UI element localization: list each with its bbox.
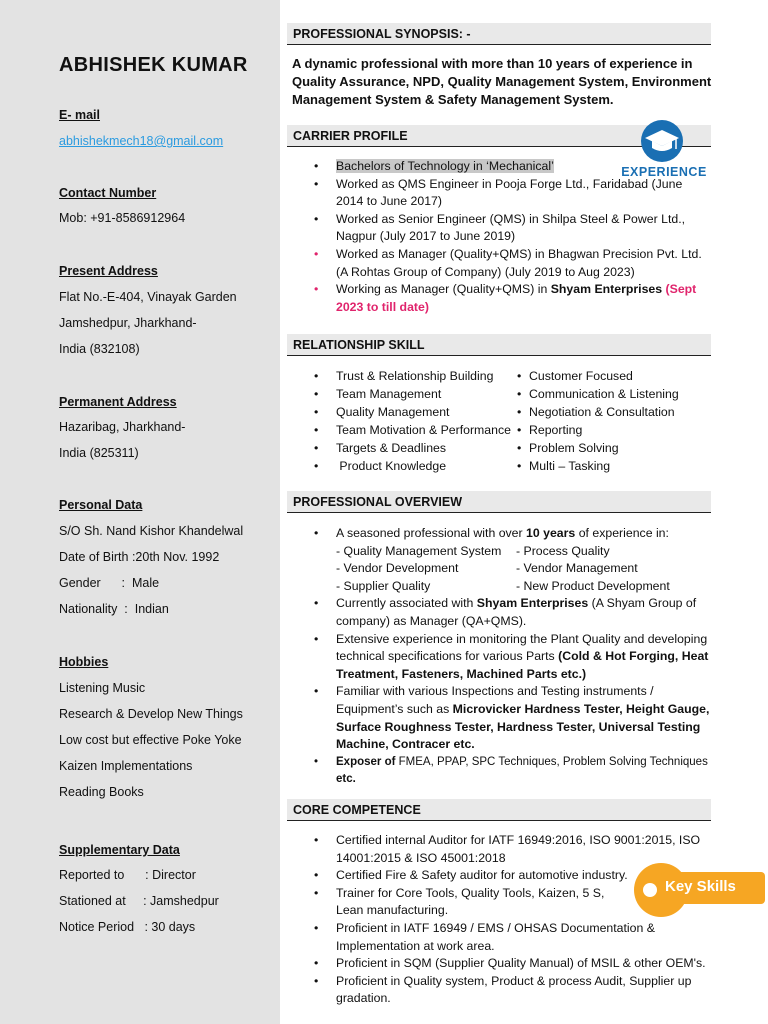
list-item [314, 683, 710, 753]
list-item [314, 525, 710, 595]
contact-heading: Contact Number [59, 186, 157, 200]
email-block [59, 128, 223, 154]
overview-bold: Shyam Enterprises [476, 596, 589, 611]
personal-data-heading: Personal Data [59, 498, 143, 512]
overview-text: of experience in: [575, 526, 669, 540]
hobbies-heading: Hobbies [59, 655, 109, 669]
overview-sub-row [336, 578, 710, 596]
supplementary-line: Reported to : Director [59, 868, 196, 882]
overview-sub-row [336, 543, 710, 561]
list-item [314, 955, 710, 973]
overview-text: Currently associated with [336, 596, 477, 611]
present-address-line: Jamshedpur, Jharkhand- [59, 316, 197, 330]
career-date: (Sept 2023 to till date) [336, 282, 697, 314]
skill-item: • Multi – Tasking [517, 457, 610, 475]
core-item-text: Proficient in IATF 16949 / EMS / OHSAS Documentation & Implementation at work area. [336, 920, 655, 953]
present-address-heading: Present Address [59, 264, 158, 278]
supplementary-line: Stationed at : Jamshedpur [59, 894, 219, 908]
overview-bold: Microvicker Hardness Tester, Height Gauge, Surface Roughness Tester, Hardness Tester, Universal Testing Machine, Contracer etc. [336, 701, 710, 752]
list-item [314, 867, 710, 885]
list-item [314, 631, 710, 684]
overview-text: FMEA, PPAP, SPC Techniques, Problem Solving Techniques [398, 755, 708, 768]
permanent-address-line: India (825311) [59, 446, 139, 460]
relationship-skills [314, 367, 714, 475]
skill-item: • Negotiation & Consultation [517, 403, 675, 421]
present-address [59, 284, 237, 362]
company-name: Shyam Enterprises [550, 282, 663, 297]
overview-bold: etc. [336, 773, 356, 786]
hobby-item: Low cost but effective Poke Yoke [59, 733, 242, 747]
overview-sub-item: - Process Quality [516, 543, 610, 558]
personal-line: Gender : Male [59, 576, 160, 590]
permanent-address-line: Hazaribag, Jharkhand- [59, 420, 186, 434]
career-item-text: Worked as Senior Engineer (QMS) in Shilpa Steel & Power Ltd., Nagpur (July 2017 to June 2019) [336, 211, 686, 244]
core-item-text: Proficient in SQM (Supplier Quality Manual) of MSIL & other OEM's. [336, 956, 706, 971]
list-item [314, 176, 710, 211]
list-item [314, 158, 710, 176]
list-item [314, 246, 710, 281]
skill-row [314, 457, 714, 475]
list-item [314, 281, 710, 316]
skill-row [314, 385, 714, 403]
skill-item: • Reporting [517, 421, 582, 439]
personal-line: Nationality : Indian [59, 602, 169, 616]
skill-item: • Team Management [314, 385, 517, 403]
list-item [314, 885, 710, 920]
core-item-text: Certified internal Auditor for IATF 16949:2016, ISO 9001:2015, ISO 14001:2015 & ISO 45001:2018 [336, 833, 701, 865]
permanent-address [59, 414, 185, 466]
supplementary-heading: Supplementary Data [59, 843, 180, 857]
skill-row [314, 403, 714, 421]
skill-item: • Trust & Relationship Building [314, 367, 517, 385]
skill-item: • Quality Management [314, 403, 517, 421]
overview-sub-item: - Vendor Development [336, 561, 459, 576]
candidate-name: ABHISHEK KUMAR [59, 54, 248, 76]
core-item-text: Trainer for Core Tools, Quality Tools, Kaizen, 5 S, Lean manufacturing. [336, 885, 605, 918]
personal-line: S/O Sh. Nand Kishor Khandelwal [59, 524, 244, 538]
experience-label: EXPERIENCE [621, 165, 707, 179]
personal-line: Date of Birth :20th Nov. 1992 [59, 550, 220, 564]
list-item [314, 973, 710, 1008]
career-list [314, 158, 710, 316]
graduation-cap-icon [641, 120, 683, 162]
overview-sub-item: - Quality Management System [336, 543, 502, 558]
career-item-text: Bachelors of Technology in ‘Mechanical’ [336, 159, 554, 173]
overview-text: Familiar with various Inspections and Testing instruments / Equipment’s such as [336, 684, 654, 716]
skill-item: • Communication & Listening [517, 385, 679, 403]
skill-item: • Team Motivation & Performance [314, 421, 517, 439]
career-item-text: Worked as Manager (Quality+QMS) in Bhagwan Precision Pvt. Ltd. (A Rohtas Group of Company) (July 2019 to Aug 2023) [336, 246, 702, 279]
overview-bold: 10 years [526, 526, 576, 540]
hobby-item: Listening Music [59, 681, 146, 695]
email-link[interactable]: abhishekmech18@gmail.com [59, 134, 224, 148]
skill-row [314, 367, 714, 385]
hobby-item: Reading Books [59, 785, 144, 799]
present-address-line: Flat No.-E-404, Vinayak Garden [59, 290, 237, 304]
supplementary-line: Notice Period : 30 days [59, 920, 196, 934]
overview-sub-item: - Supplier Quality [336, 578, 431, 593]
permanent-address-heading: Permanent Address [59, 395, 177, 409]
personal-data [59, 518, 243, 622]
skill-item: • Problem Solving [517, 439, 619, 457]
contact-number: Mob: +91-8586912964 [59, 211, 186, 225]
synopsis-heading: PROFESSIONAL SYNOPSIS: - [287, 23, 711, 45]
skill-row [314, 439, 714, 457]
skill-item: • Product Knowledge [314, 457, 517, 475]
list-item [314, 754, 710, 789]
overview-sub-item: - Vendor Management [516, 561, 638, 576]
overview-list [314, 525, 710, 789]
present-address-line: India (832108) [59, 342, 140, 356]
skill-item: • Customer Focused [517, 367, 633, 385]
email-heading: E- mail [59, 108, 100, 122]
overview-text: A seasoned professional with over [336, 526, 527, 540]
core-heading: CORE COMPETENCE [287, 799, 711, 821]
list-item [314, 211, 710, 246]
list-item [314, 920, 710, 955]
overview-bold: (Cold & Hot Forging, Heat Treatment, Fasteners, Machined Parts etc.) [336, 649, 709, 681]
core-item-text: Certified Fire & Safety auditor for automotive industry. [336, 868, 628, 883]
overview-text: (A Shyam Group of company) as Manager (QA+QMS). [336, 596, 697, 628]
overview-heading: PROFESSIONAL OVERVIEW [287, 491, 711, 513]
overview-text: Extensive experience in monitoring the Plant Quality and developing technical specifications for various Parts [336, 631, 708, 664]
supplementary-data [59, 862, 219, 940]
key-skills-label: Key Skills [665, 878, 736, 895]
career-item-text: Working as Manager (Quality+QMS) in [336, 282, 551, 297]
relationship-heading: RELATIONSHIP SKILL [287, 334, 711, 356]
overview-bold: Exposer of [336, 755, 399, 768]
core-item-text: Proficient in Quality system, Product & process Audit, Supplier up gradation. [336, 973, 692, 1006]
hobbies-list [59, 675, 243, 805]
list-item [314, 832, 710, 867]
synopsis-text: A dynamic professional with more than 10 years of experience in Quality Assurance, NPD, Quality Management System, Environment Management System & Safety Management System. [292, 56, 712, 107]
overview-sub-row [336, 560, 710, 578]
overview-sub-item: - New Product Development [516, 578, 670, 593]
skill-row [314, 421, 714, 439]
career-item-text: Worked as QMS Engineer in Pooja Forge Ltd., Faridabad (June 2014 to June 2017) [336, 176, 683, 209]
list-item [314, 595, 710, 630]
hobby-item: Kaizen Implementations [59, 759, 193, 773]
hobby-item: Research & Develop New Things [59, 707, 243, 721]
career-heading: CARRIER PROFILE [287, 125, 711, 147]
core-list [314, 832, 710, 1008]
skill-item: • Targets & Deadlines [314, 439, 517, 457]
